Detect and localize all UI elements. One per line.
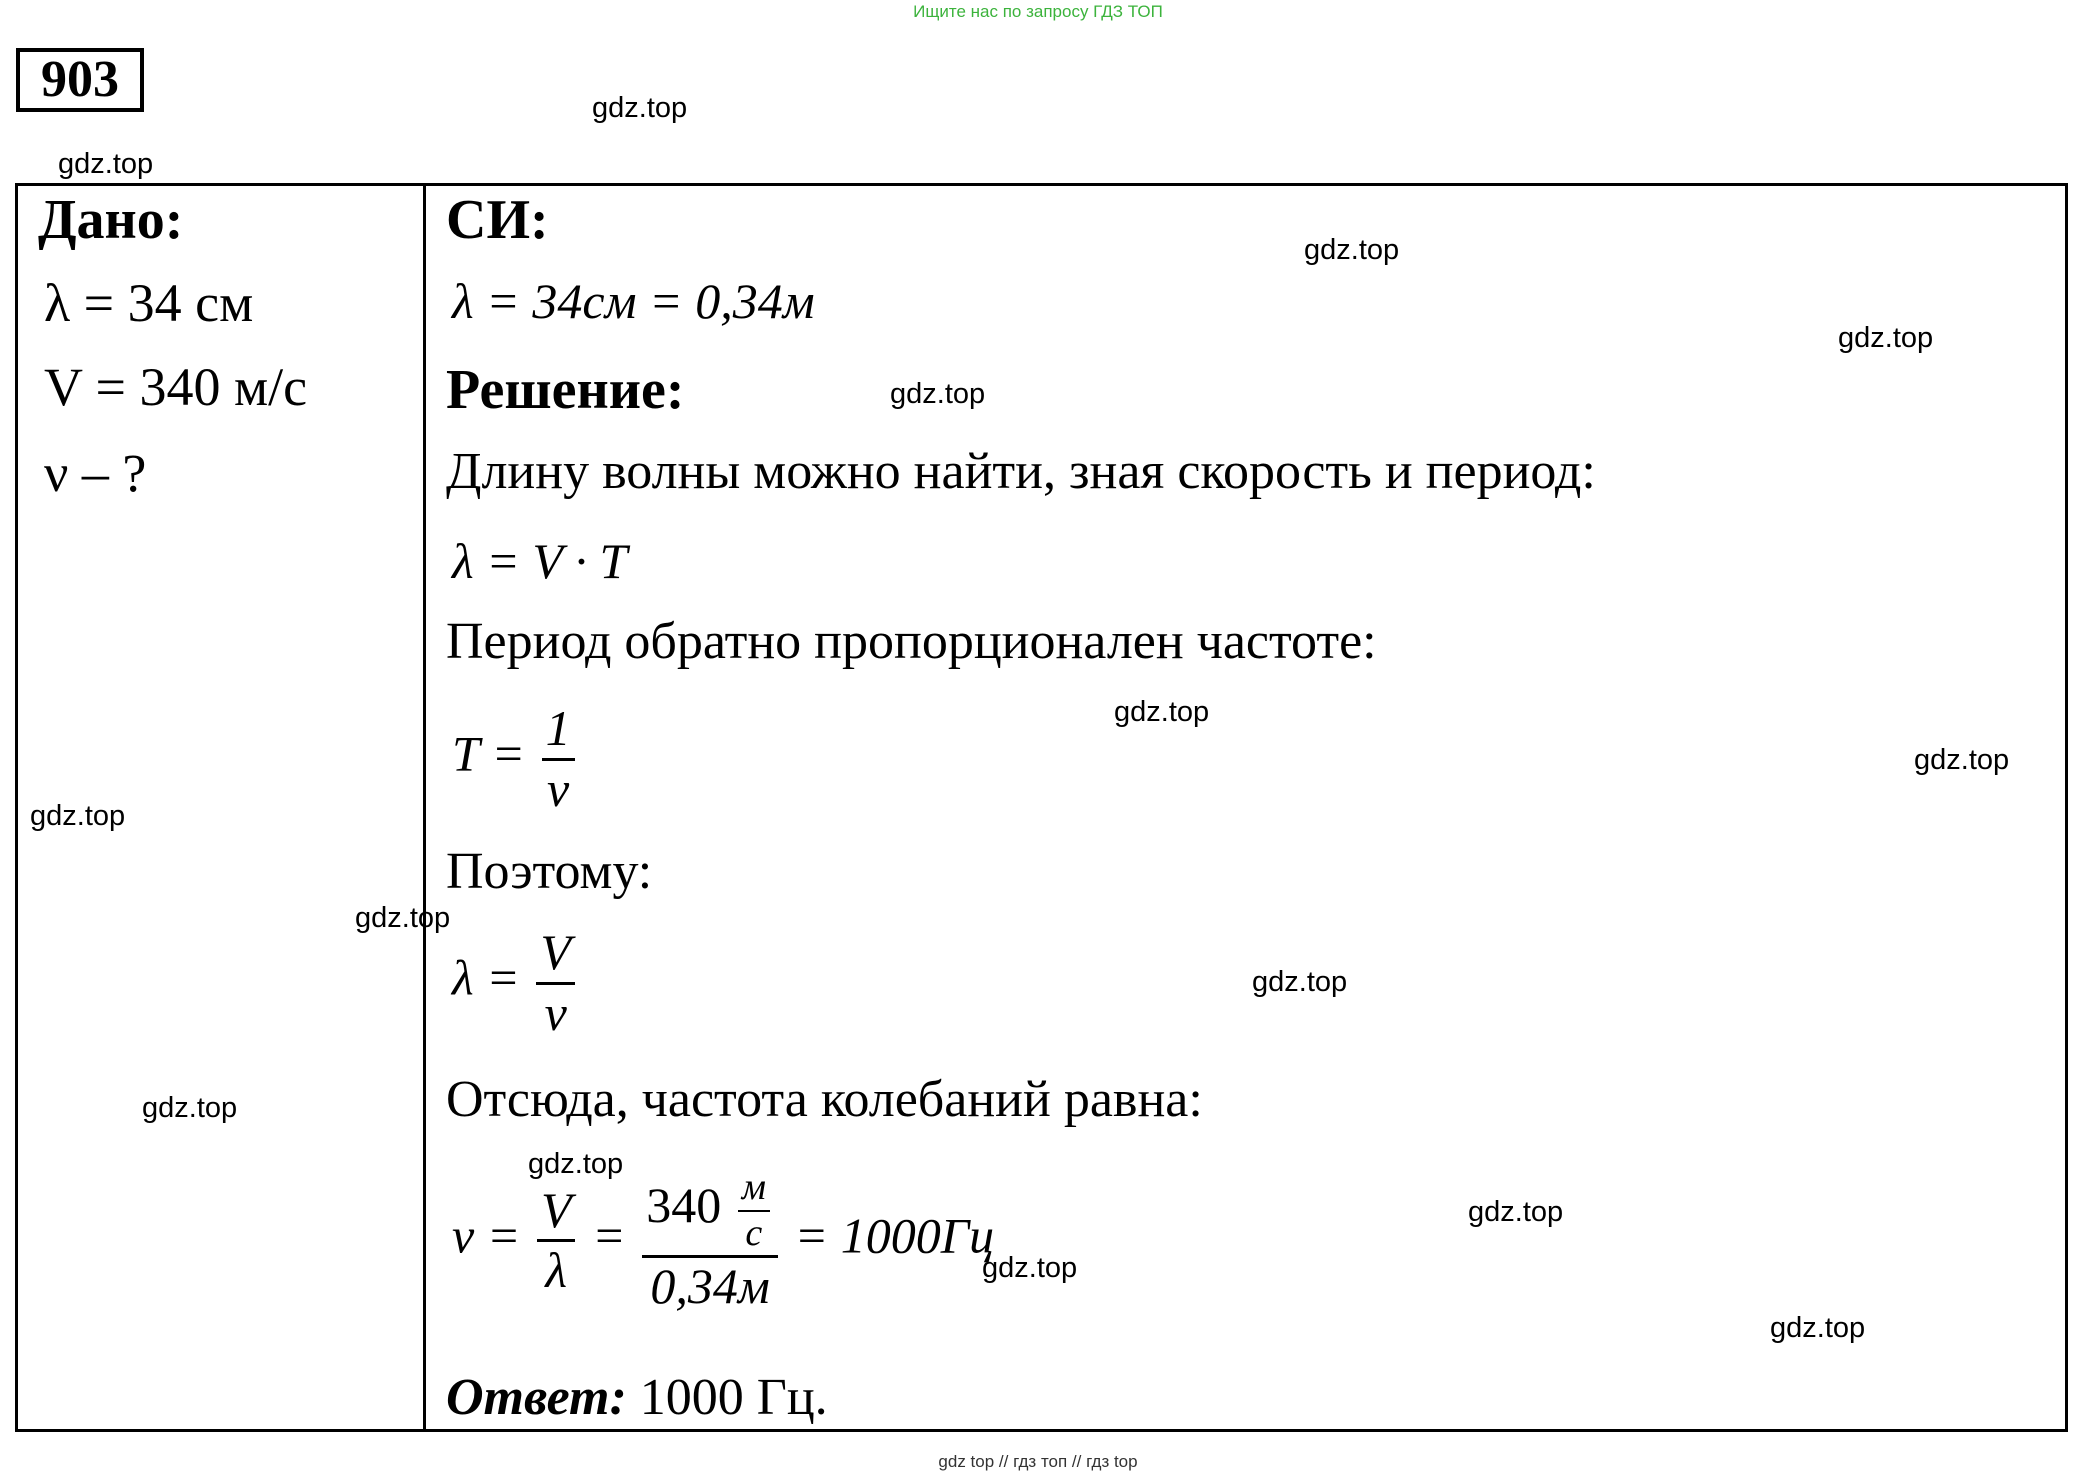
watermark: gdz.top	[1914, 744, 2010, 776]
watermark: gdz.top	[58, 148, 154, 180]
watermark: gdz.top	[1838, 322, 1934, 354]
watermark: gdz.top	[592, 92, 688, 124]
fraction-numerator: 1	[545, 700, 571, 756]
given-line-1: λ = 34 см	[44, 273, 254, 333]
answer-value: 1000 Гц.	[639, 1369, 828, 1426]
watermark: gdz.top	[355, 902, 451, 934]
formula-3-lhs: λ =	[452, 949, 520, 1006]
numerator-value: 340	[646, 1177, 722, 1234]
watermark: gdz.top	[1252, 966, 1348, 998]
answer-label: Ответ:	[446, 1369, 627, 1426]
formula-wavelength-frequency	[452, 924, 579, 1042]
watermark: gdz.top	[1770, 1312, 1866, 1344]
given-heading: Дано:	[38, 189, 184, 251]
equals-sign: =	[591, 1207, 626, 1264]
answer	[446, 1368, 828, 1427]
footer: gdz top // гдз топ // гдз top	[938, 1452, 1138, 1471]
formula-result: = 1000Гц	[794, 1207, 995, 1264]
watermark: gdz.top	[982, 1252, 1078, 1284]
given-line-3: ν – ?	[44, 443, 147, 503]
problem-number: 903	[16, 48, 144, 112]
column-divider	[423, 183, 426, 1432]
given-line-2: V = 340 м/с	[44, 357, 308, 417]
solution-text-3: Поэтому:	[446, 843, 653, 900]
solution-text-1: Длину волны можно найти, зная скорость и период:	[446, 443, 1596, 500]
fraction-denominator: ν	[547, 760, 570, 817]
unit-denominator: с	[745, 1211, 763, 1254]
watermark: gdz.top	[1114, 696, 1210, 728]
unit-numerator: м	[741, 1166, 766, 1208]
formula-period-lhs: T =	[452, 725, 526, 782]
formula-4-lhs: ν =	[452, 1207, 521, 1264]
solution-heading: Решение:	[446, 359, 685, 421]
si-conversion: λ = 34см = 0,34м	[452, 273, 815, 329]
fraction-denominator: λ	[545, 1242, 568, 1299]
fraction-v-over-lambda	[537, 1182, 576, 1300]
watermark: gdz.top	[1304, 234, 1400, 266]
formula-frequency	[452, 1166, 994, 1316]
solution-table	[15, 183, 2068, 1432]
solution-text-4: Отсюда, частота колебаний равна:	[446, 1071, 1203, 1128]
formula-period	[452, 700, 579, 818]
fraction-denominator: 0,34м	[650, 1258, 770, 1315]
watermark: gdz.top	[1468, 1196, 1564, 1228]
fraction-speed-frequency	[536, 924, 575, 1042]
fraction-denominator: ν	[544, 984, 567, 1041]
fraction-values	[642, 1166, 778, 1316]
formula-wavelength: λ = V · T	[452, 533, 628, 589]
solution-text-2: Период обратно пропорционален частоте:	[446, 613, 1377, 670]
fraction-numerator: V	[540, 924, 571, 980]
fraction-unit	[738, 1166, 770, 1255]
fraction-numerator: V	[540, 1181, 572, 1238]
watermark: gdz.top	[30, 800, 126, 832]
top-note: Ищите нас по запросу ГДЗ ТОП	[913, 2, 1163, 21]
fraction-period	[542, 700, 575, 818]
watermark: gdz.top	[890, 378, 986, 410]
si-heading: СИ:	[446, 189, 549, 251]
watermark: gdz.top	[528, 1148, 624, 1180]
watermark: gdz.top	[142, 1092, 238, 1124]
fraction-numerator	[642, 1166, 778, 1255]
